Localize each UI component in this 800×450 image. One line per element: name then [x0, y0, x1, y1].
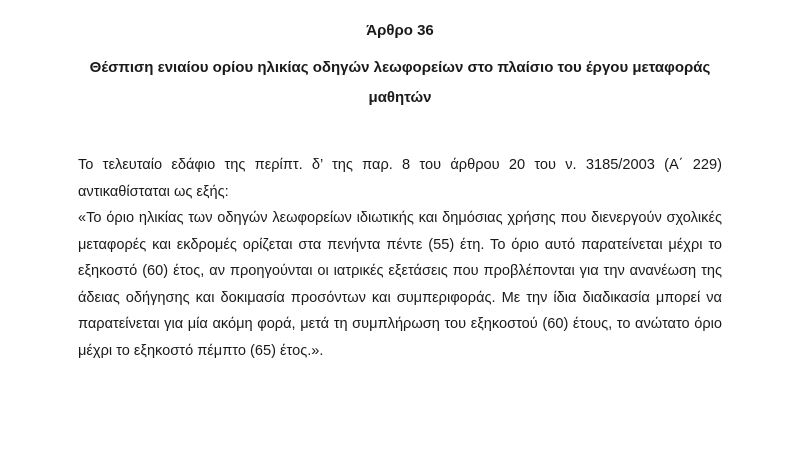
article-intro-paragraph: Το τελευταίο εδάφιο της περίπτ. δ’ της παρ. 8 του άρθρου 20 του ν. 3185/2003 (Α΄ 229) αντικαθίσταται ως εξής: — [78, 157, 722, 200]
article-quoted-paragraph: «Το όριο ηλικίας των οδηγών λεωφορείων ιδιωτικής και δημόσιας χρήσης που διενεργούν σχολικές μεταφορές και εκδρομές ορίζεται στα πενήντα πέντε (55) έτη. Το όριο αυτό παρατείνεται μέχρι το εξηκοστό (60) έτος, αν προηγούνται οι ιατρικές εξετάσεις που προβλέπονται για την ανανέωση της άδειας οδήγησης και δοκιμασία προσόντων και συμπεριφοράς. Με την ίδια διαδικασία μπορεί να παρατείνεται για μία ακόμη φορά, μετά τη συμπλήρωση του εξηκοστού (60) έτους, το ανώτατο όριο μέχρι το εξηκοστό πέμπτο (65) έτος.». — [78, 210, 722, 359]
article-title-heading: Θέσπιση ενιαίου ορίου ηλικίας οδηγών λεωφορείων στο πλαίσιο του έργου μεταφοράς μαθητών — [89, 59, 711, 106]
article-number-heading: Άρθρο 36 — [366, 22, 434, 39]
article-body — [78, 152, 722, 364]
